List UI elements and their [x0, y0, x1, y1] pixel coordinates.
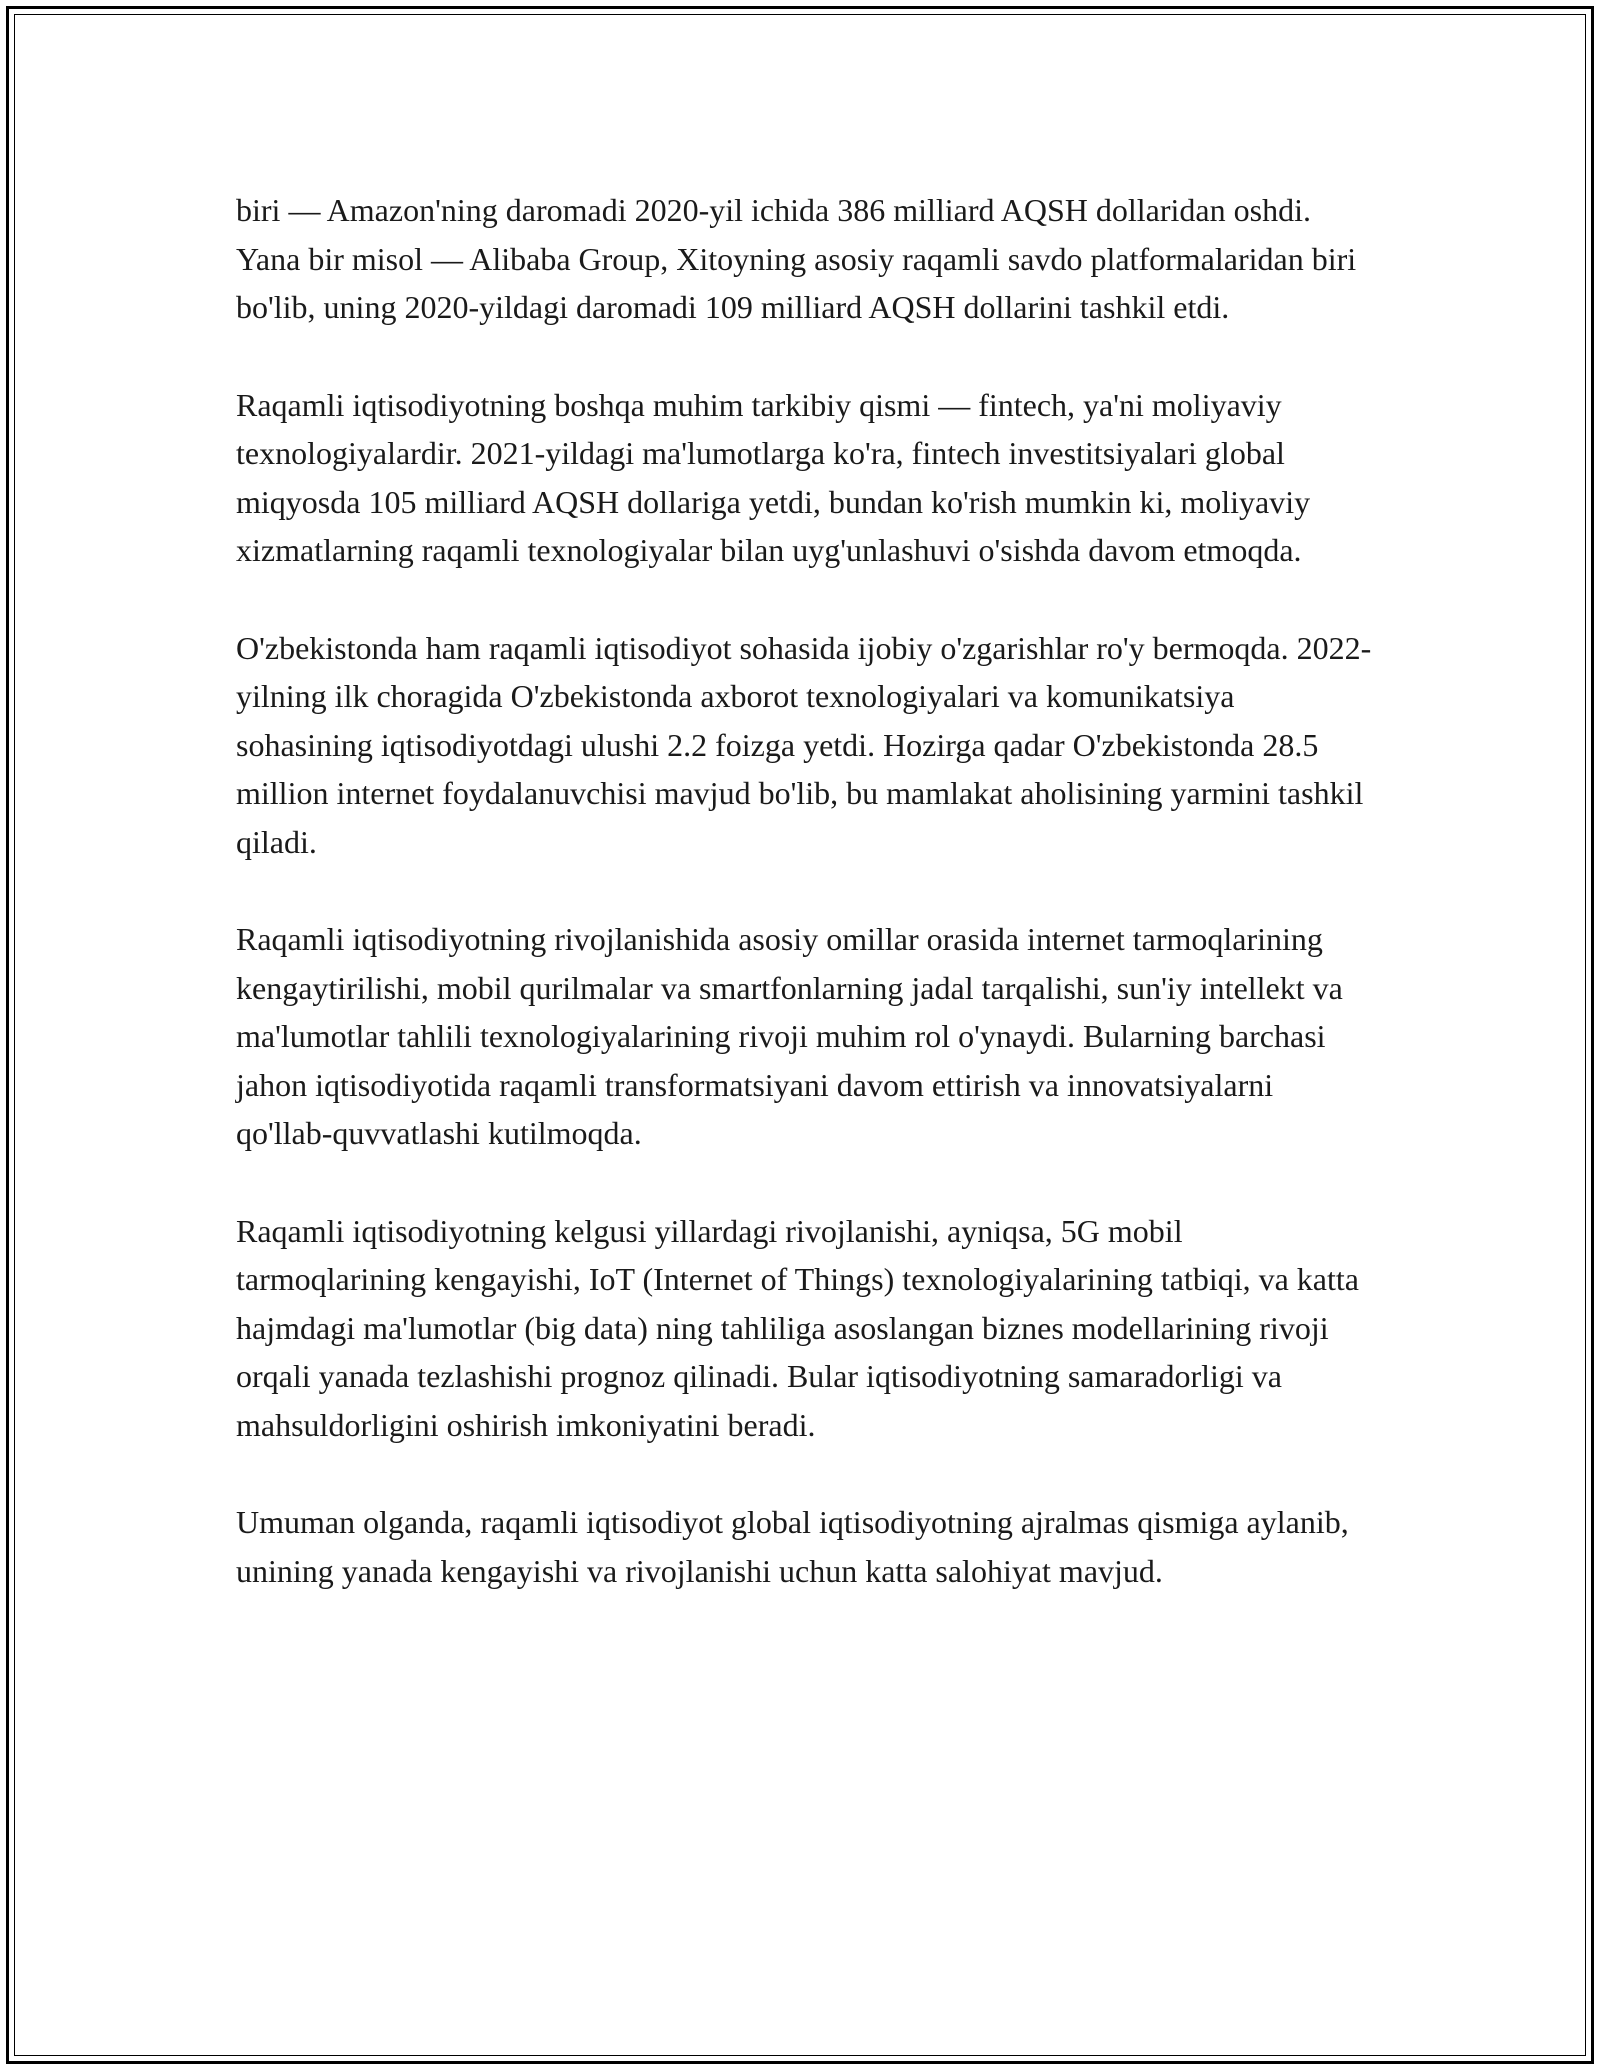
paragraph-future-development: Raqamli iqtisodiyotning kelgusi yillardagi rivojlanishi, ayniqsa, 5G mobil tarmoqlarining kengayishi, IoT (Internet of Things) texnologiyalarining tatbiqi, va katta hajmdagi ma'lumotlar (big data) ning tahliliga asoslangan biznes modellarining rivoji orqali yanada tezlashishi prognoz qilinadi. Bular iqtisodiyotning samaradorligi va mahsuldorligini oshirish imkoniyatini beradi.	[236, 1212, 1359, 1443]
paragraph-amazon-alibaba: biri — Amazon'ning daromadi 2020-yil ichida 386 milliard AQSH dollaridan oshdi. Yana bir misol — Alibaba Group, Xitoyning asosiy raqamli savdo platformalaridan biri bo'lib, uning 2020-yildagi daromadi 109 milliard AQSH dollarini tashkil etdi.	[236, 192, 1357, 325]
paragraph-fintech: Raqamli iqtisodiyotning boshqa muhim tarkibiy qismi — fintech, ya'ni moliyaviy texnologiyalardir. 2021-yildagi ma'lumotlarga ko'ra, fintech investitsiyalari global miqyosda 105 milliard AQSH dollariga yetdi, bundan ko'rish mumkin ki, moliyaviy xizmatlarning raqamli texnologiyalar bilan uyg'unlashuvi o'sishda davom etmoqda.	[236, 386, 1311, 568]
paragraph-uzbekistan: O'zbekistonda ham raqamli iqtisodiyot sohasida ijobiy o'zgarishlar ro'y bermoqda. 2022-yilning ilk choragida O'zbekistonda axborot texnologiyalari va komunikatsiya sohasining iqtisodiyotdagi ulushi 2.2 foizga yetdi. Hozirga qadar O'zbekistonda 28.5 million internet foydalanuvchisi mavjud bo'lib, bu mamlakat aholisining yarmini tashkil qiladi.	[236, 629, 1372, 860]
document-body	[236, 186, 1376, 1644]
paragraph-conclusion: Umuman olganda, raqamli iqtisodiyot global iqtisodiyotning ajralmas qismiga aylanib, unining yanada kengayishi va rivojlanishi uchun katta salohiyat mavjud.	[236, 1504, 1349, 1589]
paragraph-development-factors: Raqamli iqtisodiyotning rivojlanishida asosiy omillar orasida internet tarmoqlarining kengaytirilishi, mobil qurilmalar va smartfonlarning jadal tarqalishi, sun'iy intellekt va ma'lumotlar tahlili texnologiyalarining rivoji muhim rol o'ynaydi. Bularning barchasi jahon iqtisodiyotida raqamli transformatsiyani davom ettirish va innovatsiyalarni qo'llab-quvvatlashi kutilmoqda.	[236, 921, 1343, 1151]
